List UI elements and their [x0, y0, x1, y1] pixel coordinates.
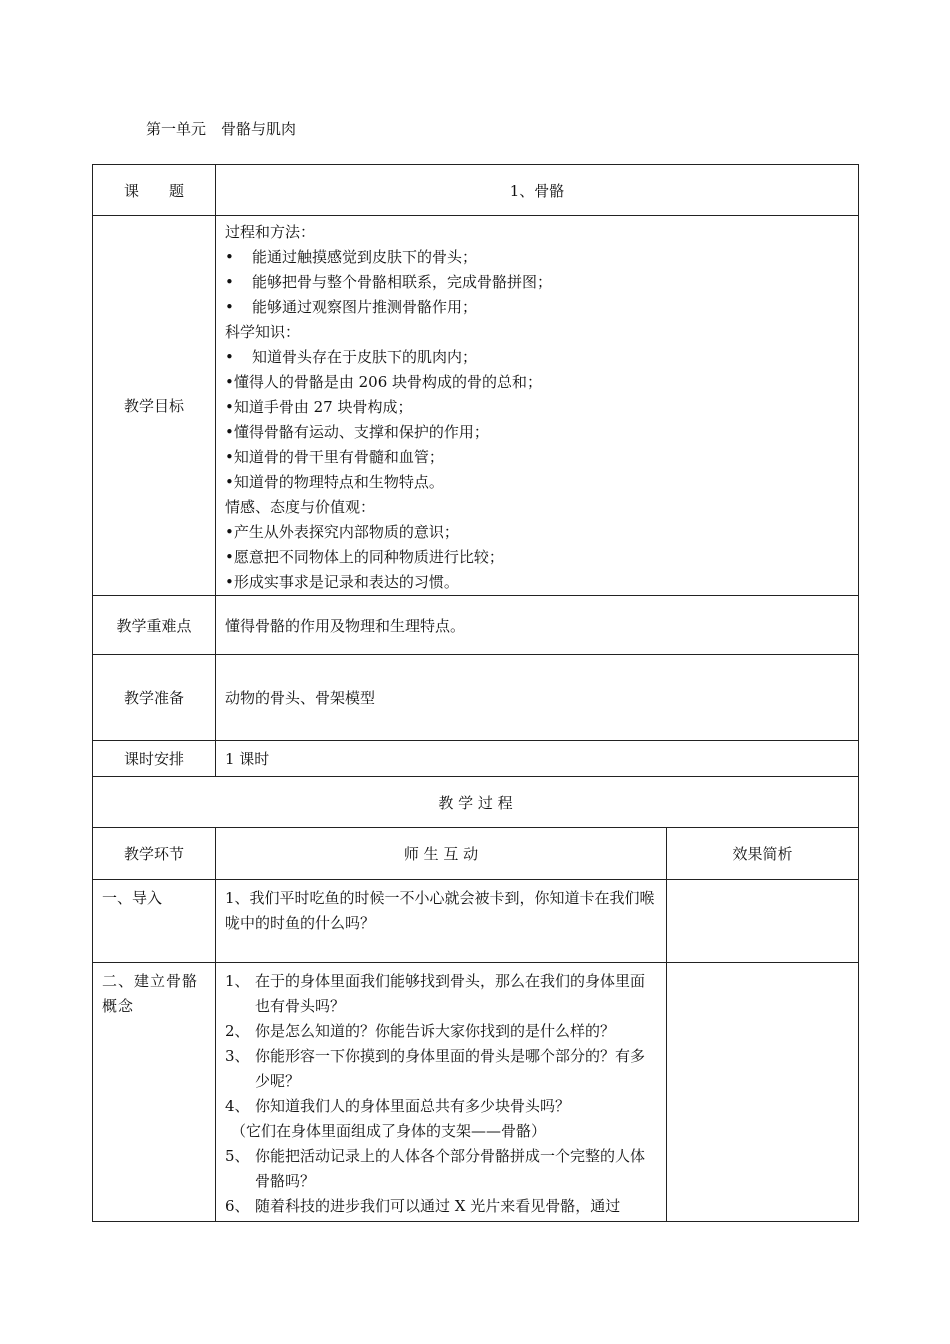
step-items [216, 963, 667, 1222]
objectives-label: 教学目标 [93, 216, 216, 596]
bullet-icon: • [225, 273, 234, 291]
objectives-row [93, 216, 859, 596]
step-stage: 一、导入 [93, 880, 216, 963]
step-item [225, 1019, 658, 1044]
schedule-value: 1 课时 [216, 741, 859, 777]
step-stage: 二、建立骨骼概念 [93, 963, 216, 1222]
step-item-text: 你能把活动记录上的人体各个部分骨骼拼成一个完整的人体骨骼吗？ [255, 1147, 646, 1190]
objective-text: 过程和方法： [225, 223, 316, 241]
step-row [93, 963, 859, 1222]
step-item [225, 1194, 658, 1219]
bullet-icon: • [225, 298, 234, 316]
step-item-number: 2、 [225, 1022, 250, 1040]
column-stage: 教学环节 [93, 828, 216, 880]
objectives-content [216, 216, 859, 596]
objectives-list [225, 220, 858, 595]
topic-value: 1、骨骼 [216, 165, 859, 216]
step-item-text: 你能形容一下你摸到的身体里面的骨头是哪个部分的？有多少呢？ [255, 1047, 646, 1090]
objective-line [225, 245, 858, 270]
key-points-row [93, 596, 859, 655]
objective-text: 知道骨头存在于皮肤下的肌肉内； [252, 348, 478, 366]
step-item [225, 1044, 658, 1094]
objective-text: •知道骨的骨干里有骨髓和血管； [225, 448, 444, 466]
objective-text: •懂得人的骨骼是由 206 块骨构成的骨的总和； [225, 373, 543, 391]
unit-title: 第一单元 骨骼与肌肉 [146, 120, 297, 138]
step-item [225, 1094, 658, 1119]
step-item [225, 969, 658, 1019]
step-item-text: （它们在身体里面组成了身体的支架——骨骼） [231, 1122, 547, 1140]
step-item-number: 1、 [225, 972, 250, 990]
objective-line [225, 295, 858, 320]
step-item-text: 你是怎么知道的？你能告诉大家你找到的是什么样的？ [255, 1022, 616, 1040]
step-text: 1、我们平时吃鱼的时候一不小心就会被卡到，你知道卡在我们喉咙中的时鱼的什么吗？ [216, 880, 667, 963]
objective-text: •懂得骨骼有运动、支撑和保护的作用； [225, 423, 489, 441]
column-interaction: 师 生 互 动 [216, 828, 667, 880]
bullet-icon: • [225, 248, 234, 266]
topic-row [93, 165, 859, 216]
objective-line [225, 370, 858, 395]
objective-line [225, 320, 858, 345]
objective-text: •知道手骨由 27 块骨构成； [225, 398, 413, 416]
objective-line [225, 395, 858, 420]
objective-line [225, 270, 858, 295]
step-item-text: 在于的身体里面我们能够找到骨头，那么在我们的身体里面也有骨头吗？ [255, 972, 646, 1015]
objective-line [225, 470, 858, 495]
objective-line [225, 520, 858, 545]
step-item-number: 6、 [225, 1197, 250, 1215]
step-item-text: 你知道我们人的身体里面总共有多少块骨头吗？ [255, 1097, 571, 1115]
process-header-row [93, 777, 859, 828]
objective-line [225, 570, 858, 595]
step-items-list [225, 969, 658, 1219]
step-row [93, 880, 859, 963]
objective-text: 能通过触摸感觉到皮肤下的骨头； [252, 248, 478, 266]
key-points-value: 懂得骨骼的作用及物理和生理特点。 [216, 596, 859, 655]
topic-label: 课 题 [93, 165, 216, 216]
preparation-label: 教学准备 [93, 655, 216, 741]
objective-line [225, 345, 858, 370]
step-item-number: 5、 [225, 1147, 250, 1165]
objective-text: •形成实事求是记录和表达的习惯。 [225, 573, 459, 591]
objective-line [225, 220, 858, 245]
objective-text: 能够把骨与整个骨骼相联系，完成骨骼拼图； [252, 273, 553, 291]
objective-line [225, 445, 858, 470]
preparation-value: 动物的骨头、骨架模型 [216, 655, 859, 741]
step-item-number: 3、 [225, 1047, 250, 1065]
column-effect: 效果简析 [667, 828, 859, 880]
step-item [225, 1144, 658, 1194]
objective-line [225, 495, 858, 520]
step-item [225, 1119, 658, 1144]
step-item-number: 4、 [225, 1097, 250, 1115]
lesson-plan-table [92, 164, 859, 1222]
key-points-label: 教学重难点 [93, 596, 216, 655]
preparation-row [93, 655, 859, 741]
columns-row [93, 828, 859, 880]
objective-line [225, 545, 858, 570]
objective-text: 科学知识： [225, 323, 301, 341]
schedule-label: 课时安排 [93, 741, 216, 777]
objective-text: •知道骨的物理特点和生物特点。 [225, 473, 444, 491]
objective-text: 情感、态度与价值观： [225, 498, 376, 516]
step-effect [667, 880, 859, 963]
process-header: 教 学 过 程 [93, 777, 859, 828]
step-item-text: 随着科技的进步我们可以通过 X 光片来看见骨骼，通过 [255, 1197, 621, 1215]
objective-text: •产生从外表探究内部物质的意识； [225, 523, 459, 541]
objective-text: •愿意把不同物体上的同种物质进行比较； [225, 548, 504, 566]
schedule-row [93, 741, 859, 777]
bullet-icon: • [225, 348, 234, 366]
objective-line [225, 420, 858, 445]
objective-text: 能够通过观察图片推测骨骼作用； [252, 298, 478, 316]
step-effect [667, 963, 859, 1222]
